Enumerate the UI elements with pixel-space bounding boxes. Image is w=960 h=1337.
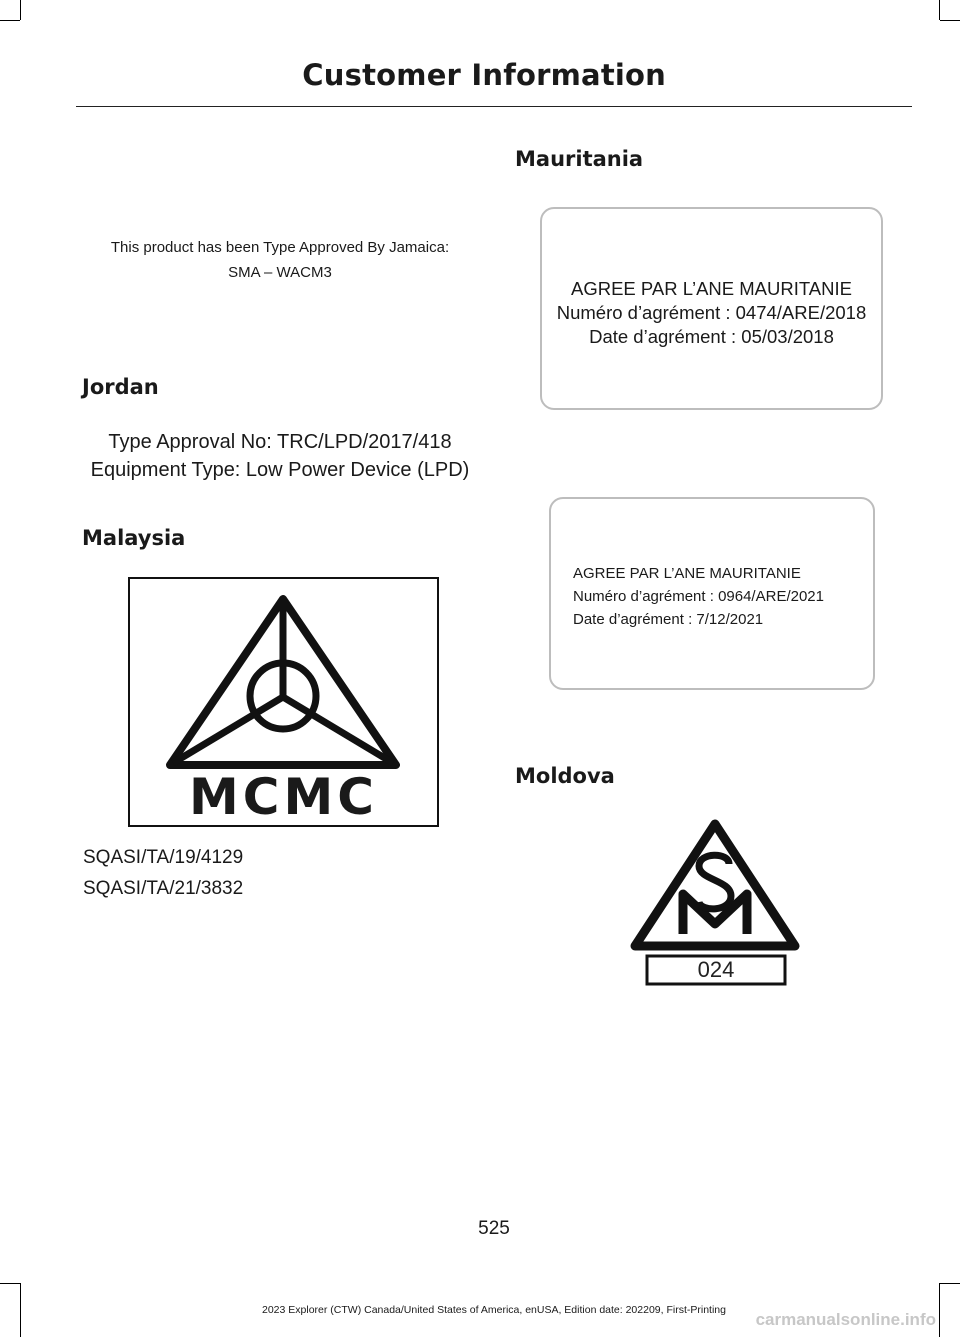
- edition-line: 2023 Explorer (CTW) Canada/United States of America, enUSA, Edition date: 202209, First-Printing: [262, 1304, 726, 1316]
- label-line: Numéro d’agrément : 0964/ARE/2021: [573, 588, 824, 605]
- malaysia-code: SQASI/TA/19/4129: [83, 847, 244, 868]
- crop-mark: [940, 20, 960, 21]
- mauritania-approval-label: [549, 497, 875, 690]
- label-line: AGREE PAR L’ANE MAURITANIE: [571, 278, 852, 299]
- malaysia-code: SQASI/TA/21/3832: [83, 878, 244, 899]
- header-divider: [76, 106, 912, 107]
- page-number: 525: [478, 1218, 510, 1239]
- jamaica-approval-line: This product has been Type Approved By Jamaica:: [110, 239, 450, 256]
- label-line: Numéro d’agrément : 0474/ARE/2018: [556, 302, 867, 323]
- mcmc-logo-text: MCMC: [189, 768, 378, 826]
- label-line: Date d’agrément : 05/03/2018: [589, 326, 834, 347]
- crop-mark: [940, 1283, 960, 1284]
- section-heading-jordan: Jordan: [82, 375, 159, 399]
- jordan-equipment-type: Equipment Type: Low Power Device (LPD): [90, 459, 470, 481]
- section-heading-mauritania: Mauritania: [515, 147, 644, 171]
- sm-logo-number: 024: [697, 957, 735, 982]
- moldova-sm-logo: [625, 806, 805, 996]
- crop-mark: [0, 1283, 20, 1284]
- crop-mark: [20, 0, 21, 20]
- watermark: carmanualsonline.info: [755, 1310, 936, 1329]
- label-line: Date d’agrément : 7/12/2021: [573, 611, 764, 628]
- mcmc-logo: [128, 577, 439, 827]
- jamaica-approval-code: SMA – WACM3: [228, 264, 332, 281]
- jordan-approval-number: Type Approval No: TRC/LPD/2017/418: [108, 431, 452, 453]
- section-heading-malaysia: Malaysia: [82, 526, 186, 550]
- label-line: AGREE PAR L’ANE MAURITANIE: [573, 565, 801, 582]
- mauritania-approval-label: [540, 207, 883, 410]
- crop-mark: [939, 0, 940, 20]
- section-heading-moldova: Moldova: [515, 764, 615, 788]
- crop-mark: [0, 20, 20, 21]
- page-title: Customer Information: [302, 58, 666, 92]
